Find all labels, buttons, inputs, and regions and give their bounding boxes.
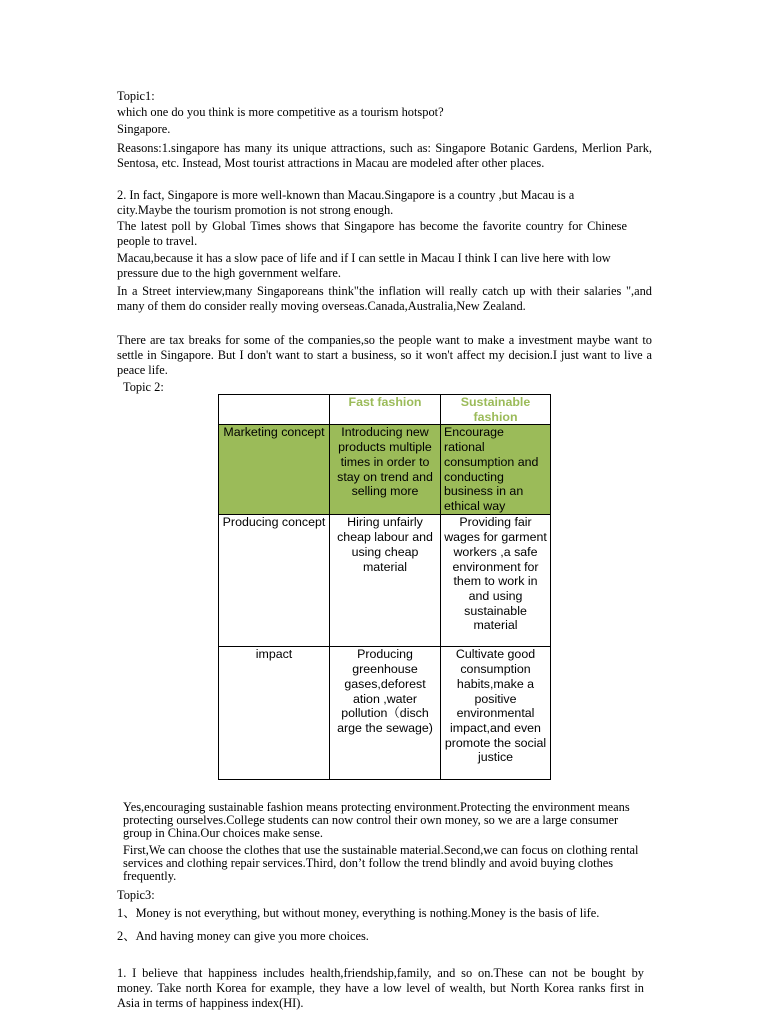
row-label-impact: impact [219, 647, 330, 780]
cell-marketing-sustainable: Encourage rational consumption and conducting business in an ethical way [441, 425, 551, 515]
topic1-answer: Singapore. [117, 122, 171, 136]
cell-impact-sustainable: Cultivate good consumption habits,make a positive environmental impact,and even promote the social justice [441, 647, 551, 780]
cell-producing-sustainable: Providing fair wages for garment workers ,a safe environment for them to work in and using sustainable material [441, 515, 551, 647]
fashion-comparison-table [218, 394, 551, 780]
table-row [219, 425, 551, 515]
topic1-poll: The latest poll by Global Times shows that Singapore has become the favorite country for Chinese people to travel. [117, 219, 627, 248]
col-header-fast-fashion: Fast fashion [330, 395, 441, 425]
table-corner-cell [219, 395, 330, 425]
row-label-producing: Producing concept [219, 515, 330, 647]
topic1-macau: Macau,because it has a slow pace of life and if I can settle in Macau I think I can live here with low pressure due to the high government welfare. [117, 251, 611, 280]
col-header-sustainable-fashion: Sustainable fashion [441, 395, 551, 425]
topic1-tax: There are tax breaks for some of the companies,so the people want to make a investment maybe want to settle in Singapore. But I don't want to start a business, so it won't affect my decision.I just want to live a peace life. [117, 333, 652, 377]
topic3-item1: 1、Money is not everything, but without money, everything is nothing.Money is the basis of life. [117, 906, 600, 920]
topic1-question: which one do you think is more competitive as a tourism hotspot? [117, 105, 444, 119]
topic2-para2: First,We can choose the clothes that use the sustainable material.Second,we can focus on clothing rental services and clothing repair services.Third, don’t follow the trend blindly and avoid buying clothes frequently. [123, 843, 639, 883]
topic1-point2: 2. In fact, Singapore is more well-known than Macau.Singapore is a country ,but Macau is a city.Maybe the tourism promotion is not strong enough. [117, 188, 575, 217]
table-row [219, 647, 551, 780]
topic3-para: 1. I believe that happiness includes health,friendship,family, and so on.These can not be bought by money. Take north Korea for example, they have a low level of wealth, but North Korea ranks first in Asia in terms of happiness index(HI). [117, 966, 644, 1010]
topic1-reasons: Reasons:1.singapore has many its unique attractions, such as: Singapore Botanic Gardens, Merlion Park, Sentosa, etc. Instead, Most tourist attractions in Macau are modeled after other places. [117, 141, 652, 170]
table-row [219, 515, 551, 647]
cell-marketing-fast: Introducing new products multiple times in order to stay on trend and selling more [330, 425, 441, 515]
topic1-title: Topic1: [117, 89, 155, 103]
topic3-title: Topic3: [117, 888, 155, 902]
cell-producing-fast: Hiring unfairly cheap labour and using cheap material [330, 515, 441, 647]
cell-impact-fast: Producing greenhouse gases,deforest ation ,water pollution（disch arge the sewage) [330, 647, 441, 780]
topic3-item2: 2、And having money can give you more choices. [117, 929, 369, 943]
topic1-interview: In a Street interview,many Singaporeans think"the inflation will really catch up with their salaries ",and many of them do consider really moving overseas.Canada,Australia,New Zealand. [117, 284, 652, 313]
row-label-marketing: Marketing concept [219, 425, 330, 515]
topic2-para1: Yes,encouraging sustainable fashion means protecting environment.Protecting the environment means protecting ourselves.College students can now control their own money, so we are a large consumer group in China.Our choices make sense. [123, 800, 630, 840]
table-header-row [219, 395, 551, 425]
topic2-title: Topic 2: [123, 380, 164, 394]
